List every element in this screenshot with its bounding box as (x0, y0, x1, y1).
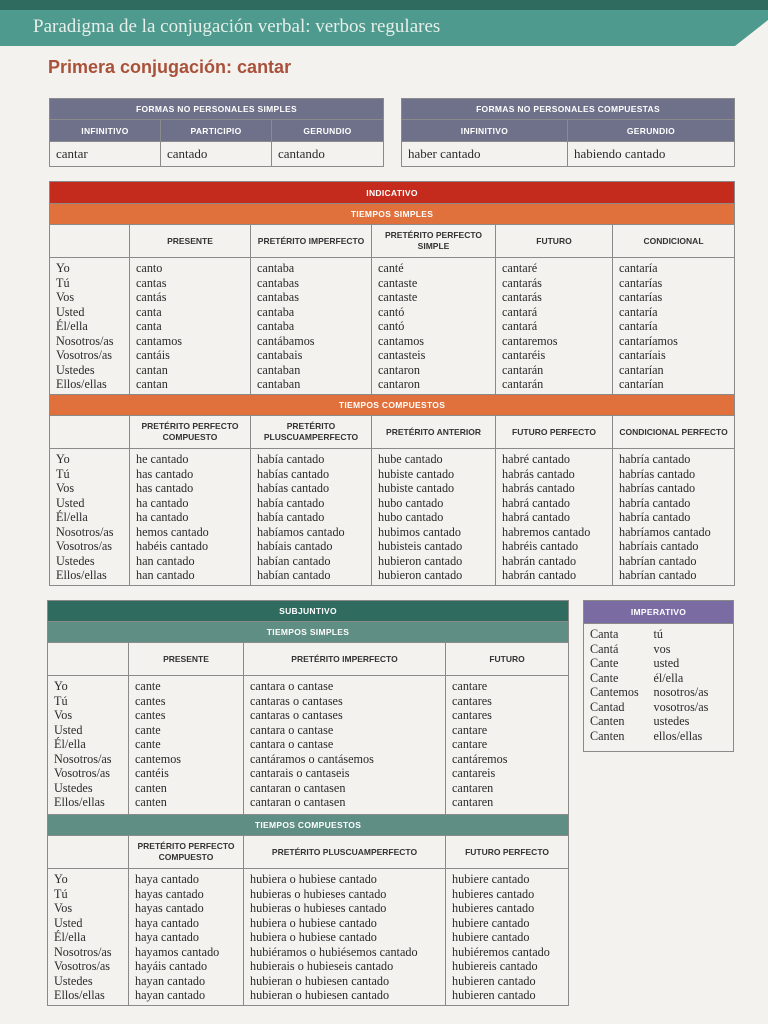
conjugation-column (130, 258, 251, 395)
cell-line: vosotros/as (653, 699, 709, 714)
cell-line: cantas (136, 275, 167, 290)
cell-line: Ustedes (54, 780, 93, 795)
cell-line: hubisteis cantado (378, 539, 463, 553)
cell-line: Vosotros/as (56, 348, 112, 362)
cell-line: cantarías (619, 290, 663, 304)
cell-line: haya cantado (135, 872, 199, 886)
cell-line: Ellos/ellas (56, 568, 107, 582)
cell-line: Ustedes (56, 553, 95, 568)
cell-line: hubieran o hubiesen cantado (250, 973, 390, 988)
cell-line: cantaren (452, 780, 494, 795)
cell-line: hayan cantado (135, 973, 206, 988)
cell-line: cantábamos (257, 333, 315, 348)
cell-line: habría cantado (619, 510, 691, 524)
imperativo-header: IMPERATIVO (584, 601, 734, 624)
conjugation-column (372, 258, 496, 395)
cell-line: él/ella (653, 670, 684, 685)
cell-line: cantará (502, 319, 538, 333)
conjugation-column (129, 676, 244, 815)
page-title: Paradigma de la conjugación verbal: verbos regulares (33, 16, 441, 37)
cell-line: cantaras o cantases (250, 708, 343, 722)
cell-line: cantaría (619, 304, 658, 319)
column-header: GERUNDIO (568, 120, 735, 142)
empty-header-cell (50, 416, 130, 449)
cell-line: Yo (56, 261, 70, 275)
cell-line: había cantado (257, 495, 325, 510)
cell-line: hubo cantado (378, 495, 444, 510)
cell-line: cantarán (502, 362, 544, 377)
cell-line: habrían cantado (619, 553, 697, 568)
cell-line: hayas cantado (135, 886, 204, 901)
cell-line: cantabas (257, 290, 299, 304)
cell-line: cantáis (136, 348, 170, 362)
column-header: PARTICIPIO (161, 120, 272, 142)
cell-line: cantaran o cantasen (250, 795, 346, 809)
cell-line: cantes (135, 708, 166, 722)
conjugation-column (446, 676, 569, 815)
cell-line: Vos (56, 290, 75, 304)
cell-line: Usted (54, 915, 83, 930)
cell-line: cantabais (257, 348, 303, 362)
cell-line: Ellos/ellas (56, 377, 107, 391)
conjugation-column (251, 449, 372, 586)
cell-line: cantarás (502, 275, 542, 290)
cell-line: había cantado (257, 452, 325, 466)
cell-line: cantares (452, 693, 492, 708)
cell-line: hubieres cantado (452, 901, 535, 915)
cell-line: hayan cantado (135, 988, 206, 1002)
cell-line: Vosotros/as (54, 766, 110, 780)
cell-line: haya cantado (135, 915, 199, 930)
cell-line: cantare (452, 737, 488, 751)
cell-line: hubieren cantado (452, 988, 536, 1002)
conjugation-column (613, 449, 735, 586)
cell-line: había cantado (257, 510, 325, 524)
cell-line: nosotros/as (653, 685, 709, 699)
cell-line: ellos/ellas (653, 728, 703, 743)
column-header: INFINITIVO (402, 120, 568, 142)
cell-line: hubiereis cantado (452, 959, 538, 973)
cell-line: Tú (56, 275, 70, 290)
gerundio-value: cantando (272, 142, 384, 167)
cell-line: habrías cantado (619, 481, 696, 495)
cell-line: Nosotros/as (54, 944, 112, 959)
cell-line: Cantemos (590, 685, 639, 699)
cell-line: habríais cantado (619, 539, 699, 553)
cell-line: Él/ella (56, 319, 88, 333)
infinitivo-compuesto-value: haber cantado (402, 142, 568, 167)
no-personales-simples-table (49, 98, 384, 167)
cell-line: cantaréis (502, 348, 546, 362)
cell-line: Vos (54, 708, 73, 722)
cell-line: canté (378, 261, 404, 275)
cell-line: cantás (136, 290, 167, 304)
cell-line: cantáramos o cantásemos (250, 751, 374, 766)
cell-line: hubiere cantado (452, 915, 530, 930)
cell-line: hayamos cantado (135, 944, 220, 959)
cell-line: hubo cantado (378, 510, 444, 524)
cell-line: hubieron cantado (378, 568, 463, 582)
cell-line: cantó (378, 319, 405, 333)
cell-line: hubiste cantado (378, 466, 455, 481)
tiempos-simples-header: TIEMPOS SIMPLES (50, 204, 735, 225)
cell-line: Ustedes (54, 973, 93, 988)
section-header: FORMAS NO PERSONALES COMPUESTAS (402, 99, 735, 120)
tiempos-compuestos-header: TIEMPOS COMPUESTOS (48, 815, 569, 836)
cell-line: hubierais o hubieseis cantado (250, 959, 394, 973)
cell-line: Usted (56, 495, 85, 510)
column-header: PRETÉRITO PERFECTO SIMPLE (372, 225, 496, 258)
cell-line: Usted (54, 722, 83, 737)
conjugation-column (244, 869, 446, 1006)
cell-line: habían cantado (257, 568, 331, 582)
cell-line: cante (135, 722, 161, 737)
cell-line: cantaremos (502, 333, 558, 348)
cell-line: canten (135, 780, 167, 795)
cell-line: habrás cantado (502, 466, 575, 481)
column-header: FUTURO (496, 225, 613, 258)
participio-value: cantado (161, 142, 272, 167)
cell-line: has cantado (136, 481, 194, 495)
cell-line: cantaré (502, 261, 538, 275)
persons-column (48, 676, 129, 815)
cell-line: Yo (56, 452, 70, 466)
cell-line: hubieran o hubiesen cantado (250, 988, 390, 1002)
subjuntivo-table (47, 600, 569, 1006)
cell-line: hubieras o hubieses cantado (250, 886, 387, 901)
cell-line: habían cantado (257, 553, 331, 568)
cell-line: cantéis (135, 766, 169, 780)
cell-line: hubiera o hubiese cantado (250, 915, 377, 930)
cell-line: hemos cantado (136, 524, 209, 539)
cell-line: Tú (56, 466, 70, 481)
cell-line: habremos cantado (502, 524, 591, 539)
cell-line: hubiera o hubiese cantado (250, 872, 377, 886)
cell-line: cantaste (378, 290, 418, 304)
cell-line: tú (653, 627, 663, 641)
empty-header-cell (48, 836, 129, 869)
cell-line: Cantá (590, 641, 619, 656)
cell-line: cantaba (257, 261, 295, 275)
cell-line: habrá cantado (502, 510, 571, 524)
cell-line: cantare (452, 679, 488, 693)
cell-line: cantemos (135, 751, 182, 766)
cell-line: Nosotros/as (54, 751, 112, 766)
cell-line: vos (653, 641, 671, 656)
tiempos-compuestos-header: TIEMPOS COMPUESTOS (50, 395, 735, 416)
cell-line: habíais cantado (257, 539, 333, 553)
cell-line: cantó (378, 304, 405, 319)
cell-line: Tú (54, 693, 68, 708)
no-personales-compuestas-table (401, 98, 735, 167)
cell-line: has cantado (136, 466, 194, 481)
cell-line: Ustedes (56, 362, 95, 377)
column-header: PRESENTE (129, 643, 244, 676)
conjugation-column (372, 449, 496, 586)
cell-line: habrá cantado (502, 495, 571, 510)
empty-header-cell (48, 643, 129, 676)
cell-line: Nosotros/as (56, 333, 114, 348)
column-header: PRETÉRITO PERFECTO COMPUESTO (129, 836, 244, 869)
cell-line: cante (135, 737, 161, 751)
column-header: FUTURO (446, 643, 569, 676)
cell-line: habrás cantado (502, 481, 575, 495)
cell-line: hayáis cantado (135, 959, 208, 973)
conjugation-column (496, 258, 613, 395)
column-header: PRETÉRITO ANTERIOR (372, 416, 496, 449)
cell-line: cantare (452, 722, 488, 737)
cell-line: Vosotros/as (54, 959, 110, 973)
column-header: FUTURO PERFECTO (446, 836, 569, 869)
cell-line: canta (136, 319, 162, 333)
tiempos-simples-header: TIEMPOS SIMPLES (48, 622, 569, 643)
column-header: FUTURO PERFECTO (496, 416, 613, 449)
cell-line: hubieres cantado (452, 886, 535, 901)
cell-line: canto (136, 261, 163, 275)
cell-line: Nosotros/as (56, 524, 114, 539)
cell-line: usted (653, 656, 680, 670)
cell-line: Canta (590, 627, 619, 641)
cell-line: ha cantado (136, 495, 189, 510)
cell-line: han cantado (136, 568, 195, 582)
conjugation-column (613, 258, 735, 395)
cell-line: cantes (135, 693, 166, 708)
cell-line: cante (135, 679, 161, 693)
cell-line: hubiere cantado (452, 930, 530, 944)
cell-line: Vosotros/as (56, 539, 112, 553)
cell-line: cantareis (452, 766, 496, 780)
cell-line: han cantado (136, 553, 195, 568)
cell-line: ha cantado (136, 510, 189, 524)
cell-line: cantaríais (619, 348, 666, 362)
cell-line: hubiste cantado (378, 481, 455, 495)
cell-line: cantarás (502, 290, 542, 304)
cell-line: cantara o cantase (250, 679, 334, 693)
cell-line: habrán cantado (502, 553, 577, 568)
persons-column (50, 258, 130, 395)
persons-column (50, 449, 130, 586)
imperativo-persons-column (648, 624, 734, 752)
cell-line: cantaren (452, 795, 494, 809)
cell-line: hubiéramos o hubiésemos cantado (250, 944, 418, 959)
column-header: PRETÉRITO PLUSCUAMPERFECTO (244, 836, 446, 869)
cell-line: habrías cantado (619, 466, 696, 481)
cell-line: Yo (54, 679, 68, 693)
cell-line: cantarais o cantaseis (250, 766, 350, 780)
imperativo-table (583, 600, 734, 752)
column-header: CONDICIONAL PERFECTO (613, 416, 735, 449)
cell-line: Yo (54, 872, 68, 886)
conjugation-column (130, 449, 251, 586)
cell-line: Vos (56, 481, 75, 495)
indicativo-table (49, 181, 735, 586)
cell-line: he cantado (136, 452, 189, 466)
cell-line: Cante (590, 670, 619, 685)
column-header: PRESENTE (130, 225, 251, 258)
cell-line: habrán cantado (502, 568, 577, 582)
cell-line: hubieron cantado (378, 553, 463, 568)
cell-line: habréis cantado (502, 539, 579, 553)
column-header: PRETÉRITO PLUSCUAMPERFECTO (251, 416, 372, 449)
conjugation-column (446, 869, 569, 1006)
column-header: GERUNDIO (272, 120, 384, 142)
cell-line: habría cantado (619, 495, 691, 510)
cell-line: Él/ella (56, 510, 88, 524)
cell-line: cantaba (257, 319, 295, 333)
cell-line: habríamos cantado (619, 524, 711, 539)
column-header: INFINITIVO (50, 120, 161, 142)
cell-line: cantamos (378, 333, 425, 348)
cell-line: Él/ella (54, 737, 86, 751)
cell-line: Ellos/ellas (54, 988, 105, 1002)
cell-line: habías cantado (257, 466, 330, 481)
cell-line: canta (136, 304, 162, 319)
cell-line: cantaras o cantases (250, 693, 343, 708)
empty-header-cell (50, 225, 130, 258)
cell-line: cantarías (619, 275, 663, 290)
cell-line: hubimos cantado (378, 524, 461, 539)
cell-line: habéis cantado (136, 539, 209, 553)
column-header: PRETÉRITO PERFECTO COMPUESTO (130, 416, 251, 449)
cell-line: cantasteis (378, 348, 426, 362)
cell-line: cantaríamos (619, 333, 678, 348)
cell-line: cantan (136, 362, 168, 377)
cell-line: Cantad (590, 699, 625, 714)
cell-line: cantaría (619, 261, 658, 275)
cell-line: habrían cantado (619, 568, 697, 582)
subjuntivo-header: SUBJUNTIVO (48, 601, 569, 622)
cell-line: hubiéremos cantado (452, 944, 550, 959)
cell-line: hubiera o hubiese cantado (250, 930, 377, 944)
cell-line: ustedes (653, 714, 690, 728)
section-header: FORMAS NO PERSONALES SIMPLES (50, 99, 384, 120)
cell-line: hube cantado (378, 452, 443, 466)
cell-line: cantara o cantase (250, 722, 334, 737)
column-header: PRETÉRITO IMPERFECTO (251, 225, 372, 258)
cell-line: habré cantado (502, 452, 571, 466)
cell-line: cantaban (257, 377, 301, 391)
column-header: PRETÉRITO IMPERFECTO (244, 643, 446, 676)
cell-line: cantará (502, 304, 538, 319)
cell-line: cantan (136, 377, 168, 391)
cell-line: cantaran o cantasen (250, 780, 346, 795)
cell-line: cantaba (257, 304, 295, 319)
conjugation-column (244, 676, 446, 815)
conjugation-column (496, 449, 613, 586)
indicativo-header: INDICATIVO (50, 182, 735, 204)
cell-line: cantaste (378, 275, 418, 290)
cell-line: cantarían (619, 377, 664, 391)
gerundio-compuesto-value: habiendo cantado (568, 142, 735, 167)
cell-line: Usted (56, 304, 85, 319)
cell-line: hubieras o hubieses cantado (250, 901, 387, 915)
column-header: CONDICIONAL (613, 225, 735, 258)
cell-line: cantaron (378, 362, 420, 377)
top-banner (0, 0, 768, 46)
cell-line: Tú (54, 886, 68, 901)
cell-line: hubiere cantado (452, 872, 530, 886)
cell-line: Canten (590, 714, 625, 728)
infinitivo-value: cantar (50, 142, 161, 167)
cell-line: cantáremos (452, 751, 508, 766)
imperativo-forms-column (584, 624, 648, 752)
conjugation-column (129, 869, 244, 1006)
cell-line: cantarán (502, 377, 544, 391)
cell-line: cantaban (257, 362, 301, 377)
cell-line: cantara o cantase (250, 737, 334, 751)
cell-line: Vos (54, 901, 73, 915)
cell-line: Canten (590, 728, 625, 743)
cell-line: hubieren cantado (452, 973, 536, 988)
cell-line: Él/ella (54, 930, 86, 944)
cell-line: habíamos cantado (257, 524, 345, 539)
page-subtitle: Primera conjugación: cantar (48, 57, 292, 77)
cell-line: habría cantado (619, 452, 691, 466)
cell-line: cantares (452, 708, 492, 722)
cell-line: cantarían (619, 362, 664, 377)
cell-line: Ellos/ellas (54, 795, 105, 809)
cell-line: habías cantado (257, 481, 330, 495)
cell-line: hayas cantado (135, 901, 204, 915)
cell-line: cantamos (136, 333, 183, 348)
cell-line: haya cantado (135, 930, 199, 944)
cell-line: Cante (590, 656, 619, 670)
cell-line: cantabas (257, 275, 299, 290)
persons-column (48, 869, 129, 1006)
cell-line: cantaron (378, 377, 420, 391)
conjugation-column (251, 258, 372, 395)
cell-line: canten (135, 795, 167, 809)
cell-line: cantaría (619, 319, 658, 333)
